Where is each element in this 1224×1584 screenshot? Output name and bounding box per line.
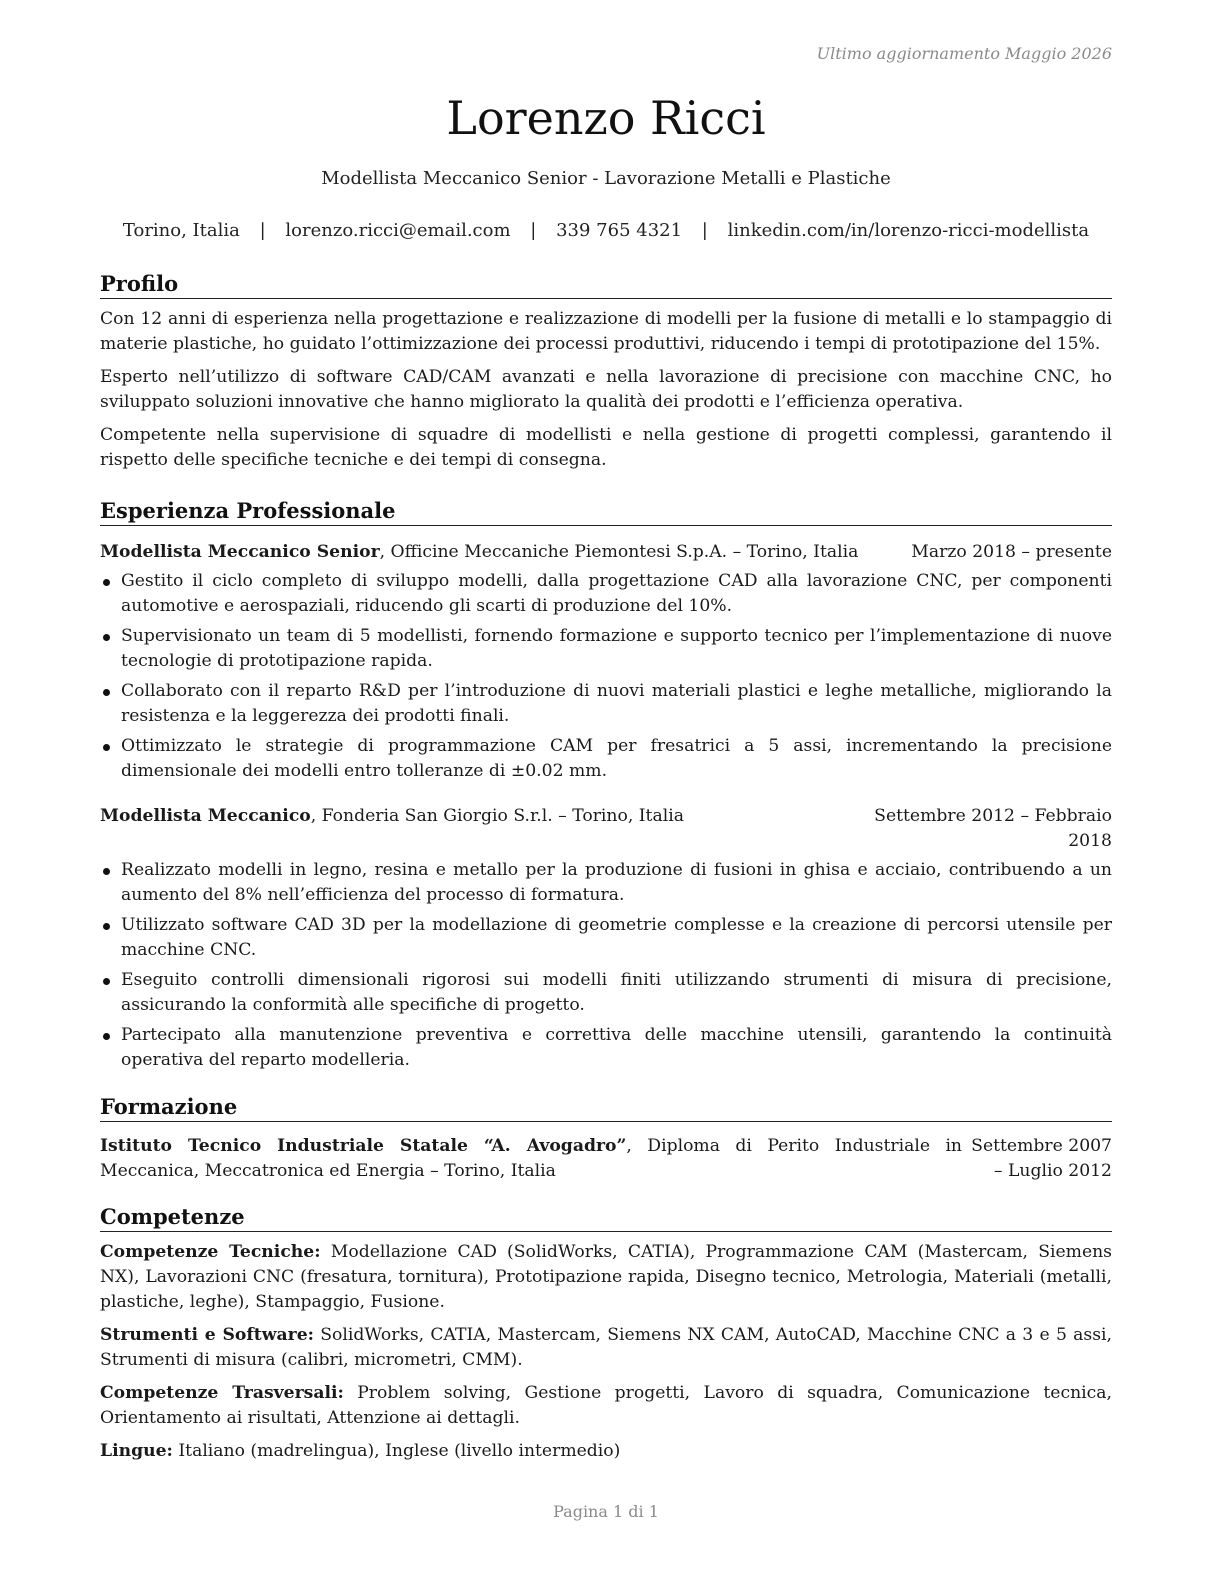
bullet-icon <box>103 1033 110 1040</box>
profile-paragraph: Con 12 anni di esperienza nella progettazione e realizzazione di modelli per la fusione di metalli e lo stampaggio di materie plastiche, ho guidato l’ottimizzazione dei processi produttivi, riducendo i tempi di prototipazione del 15%. <box>100 309 1112 354</box>
contact-email[interactable]: lorenzo.ricci@email.com <box>285 220 511 241</box>
job-entry <box>100 804 1112 1073</box>
candidate-headline: Modellista Meccanico Senior - Lavorazione Metalli e Plastiche <box>321 168 891 189</box>
education-section <box>100 1094 1112 1184</box>
list-item <box>100 913 1112 963</box>
job-company: , Officine Meccaniche Piemontesi S.p.A. – Torino, Italia <box>379 542 859 562</box>
profile-section <box>100 271 1112 473</box>
skill-label: Lingue: <box>100 1441 173 1461</box>
skill-text: Modellazione CAD (SolidWorks, CATIA), Programmazione CAM (Mastercam, Siemens NX), Lavorazioni CNC (fresatura, tornitura), Prototipazione rapida, Disegno tecnico, Metrologia, Materiali (metalli, plastiche, leghe), Stampaggio, Fusione. <box>100 1242 1113 1312</box>
resume-page <box>100 0 1112 1584</box>
skill-text: Italiano (madrelingua), Inglese (livello intermedio) <box>172 1441 621 1461</box>
skill-group <box>100 1323 1112 1373</box>
skill-group <box>100 1381 1112 1431</box>
contact-location: Torino, Italia <box>122 220 240 241</box>
bullet-text: Supervisionato un team di 5 modellisti, fornendo formazione e supporto tecnico per l’implementazione di nuove tecnologie di prototipazione rapida. <box>121 626 1112 671</box>
page-number: Pagina 1 di 1 <box>553 1502 659 1521</box>
skill-label: Competenze Tecniche: <box>100 1242 321 1262</box>
bullet-text: Partecipato alla manutenzione preventiva e correttiva delle macchine utensili, garantendo la continuità operativa del reparto modelleria. <box>121 1025 1112 1070</box>
list-item <box>100 734 1112 784</box>
bullet-icon <box>103 923 110 930</box>
job-role: Modellista Meccanico <box>100 806 311 826</box>
contact-line <box>100 220 1112 241</box>
bullet-text: Gestito il ciclo completo di sviluppo modelli, dalla progettazione CAD alla lavorazione CNC, per componenti automotive e aerospaziali, riducendo gli scarti di produzione del 10%. <box>121 571 1112 616</box>
contact-phone[interactable]: 339 765 4321 <box>556 220 683 241</box>
job-bullets <box>100 858 1112 1073</box>
job-dates: Settembre 2012 – Febbraio 2018 <box>874 806 1112 851</box>
education-degree: , Diploma di Perito Industriale in Meccanica, Meccatronica ed Energia – Torino, Italia <box>100 1136 963 1181</box>
contact-separator: | <box>530 220 537 241</box>
section-title-profile: Profilo <box>100 271 1112 299</box>
skill-group <box>100 1439 1112 1464</box>
section-title-skills: Competenze <box>100 1204 1112 1232</box>
skill-label: Strumenti e Software: <box>100 1325 314 1345</box>
list-item <box>100 569 1112 619</box>
bullet-text: Realizzato modelli in legno, resina e metallo per la produzione di fusioni in ghisa e acciaio, contribuendo a un aumento del 8% nell’efficienza del processo di formatura. <box>121 860 1112 905</box>
bullet-icon <box>103 978 110 985</box>
education-dates: Settembre 2007 – Luglio 2012 <box>971 1136 1112 1181</box>
job-bullets <box>100 569 1112 784</box>
bullet-icon <box>103 579 110 586</box>
list-item <box>100 968 1112 1018</box>
skill-group <box>100 1240 1112 1315</box>
bullet-icon <box>103 868 110 875</box>
section-title-experience: Esperienza Professionale <box>100 498 1112 526</box>
contact-separator: | <box>259 220 266 241</box>
list-item <box>100 624 1112 674</box>
experience-section <box>100 498 1112 1078</box>
bullet-icon <box>103 634 110 641</box>
job-entry <box>100 540 1112 784</box>
bullet-text: Utilizzato software CAD 3D per la modellazione di geometrie complesse e la creazione di percorsi utensile per macchine CNC. <box>121 915 1112 960</box>
education-school: Istituto Tecnico Industriale Statale “A. Avogadro” <box>100 1136 627 1156</box>
profile-paragraph: Competente nella supervisione di squadre di modellisti e nella gestione di progetti complessi, garantendo il rispetto delle specifiche tecniche e dei tempi di consegna. <box>100 425 1112 470</box>
contact-linkedin[interactable]: linkedin.com/in/lorenzo-ricci-modellista <box>727 220 1090 241</box>
section-title-education: Formazione <box>100 1094 1112 1122</box>
skill-text: SolidWorks, CATIA, Mastercam, Siemens NX CAM, AutoCAD, Macchine CNC a 3 e 5 assi, Strumenti di misura (calibri, micrometri, CMM). <box>100 1325 1112 1370</box>
job-company: , Fonderia San Giorgio S.r.l. – Torino, Italia <box>310 806 684 826</box>
job-header <box>100 540 1112 565</box>
last-updated: Ultimo aggiornamento Maggio 2026 <box>816 44 1112 63</box>
bullet-text: Collaborato con il reparto R&D per l’introduzione di nuovi materiali plastici e leghe metalliche, migliorando la resistenza e la leggerezza dei prodotti finali. <box>121 681 1112 726</box>
job-header <box>100 804 1112 854</box>
list-item <box>100 679 1112 729</box>
candidate-name: Lorenzo Ricci <box>446 91 766 145</box>
education-entry <box>100 1134 1112 1184</box>
skill-text: Problem solving, Gestione progetti, Lavoro di squadra, Comunicazione tecnica, Orientamento ai risultati, Attenzione ai dettagli. <box>100 1383 1112 1428</box>
bullet-text: Ottimizzato le strategie di programmazione CAM per fresatrici a 5 assi, incrementando la precisione dimensionale dei modelli entro tolleranze di ±0.02 mm. <box>121 736 1112 781</box>
skills-section <box>100 1204 1112 1464</box>
bullet-icon <box>103 744 110 751</box>
job-role: Modellista Meccanico Senior <box>100 542 380 562</box>
profile-paragraph: Esperto nell’utilizzo di software CAD/CAM avanzati e nella lavorazione di precisione con macchine CNC, ho sviluppato soluzioni innovative che hanno migliorato la qualità dei prodotti e l’efficienza operativa. <box>100 367 1112 412</box>
list-item <box>100 1023 1112 1073</box>
skill-label: Competenze Trasversali: <box>100 1383 344 1403</box>
bullet-text: Eseguito controlli dimensionali rigorosi sui modelli finiti utilizzando strumenti di misura di precisione, assicurando la conformità alle specifiche di progetto. <box>121 970 1112 1015</box>
list-item <box>100 858 1112 908</box>
bullet-icon <box>103 689 110 696</box>
contact-separator: | <box>701 220 708 241</box>
job-dates: Marzo 2018 – presente <box>911 542 1112 562</box>
